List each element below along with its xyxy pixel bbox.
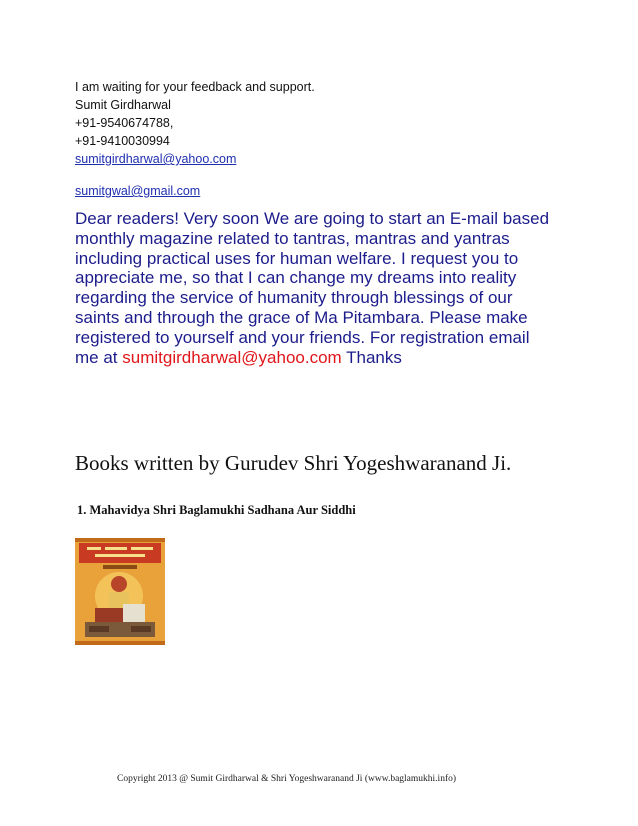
registration-email[interactable]: sumitgirdharwal@yahoo.com <box>122 347 342 367</box>
announcement-closing: Thanks <box>341 347 402 367</box>
announcement-text: Dear readers! Very soon We are going to start an E-mail based monthly magazine related to tantras, mantras and yantras including practical uses for human welfare. I request you to appreciate me, so that I can change my dreams into reality regarding the service of humanity through blessings of our saints and through the grace of Ma Pitambara. Please make registered to yourself and your friends. For registration email me at <box>75 209 550 367</box>
email-link-yahoo[interactable]: sumitgirdharwal@yahoo.com <box>75 152 237 166</box>
email-link-gmail[interactable]: sumitgwal@gmail.com <box>75 184 201 198</box>
book-title: 1. Mahavidya Shri Baglamukhi Sadhana Aur Siddhi <box>77 503 356 517</box>
book-cover-image <box>75 538 165 645</box>
books-heading: Books written by Gurudev Shri Yogeshwaranand Ji. <box>75 451 512 475</box>
author-name: Sumit Girdharwal <box>75 98 171 112</box>
phone-number-1: +91-9540674788, <box>75 116 174 130</box>
contact-block <box>75 78 315 168</box>
phone-number-2: +91-9410030994 <box>75 134 170 148</box>
magazine-announcement <box>75 209 555 367</box>
feedback-line: I am waiting for your feedback and support. <box>75 80 315 94</box>
copyright-footer: Copyright 2013 @ Sumit Girdharwal & Shri Yogeshwaranand Ji (www.baglamukhi.info) <box>117 774 457 784</box>
